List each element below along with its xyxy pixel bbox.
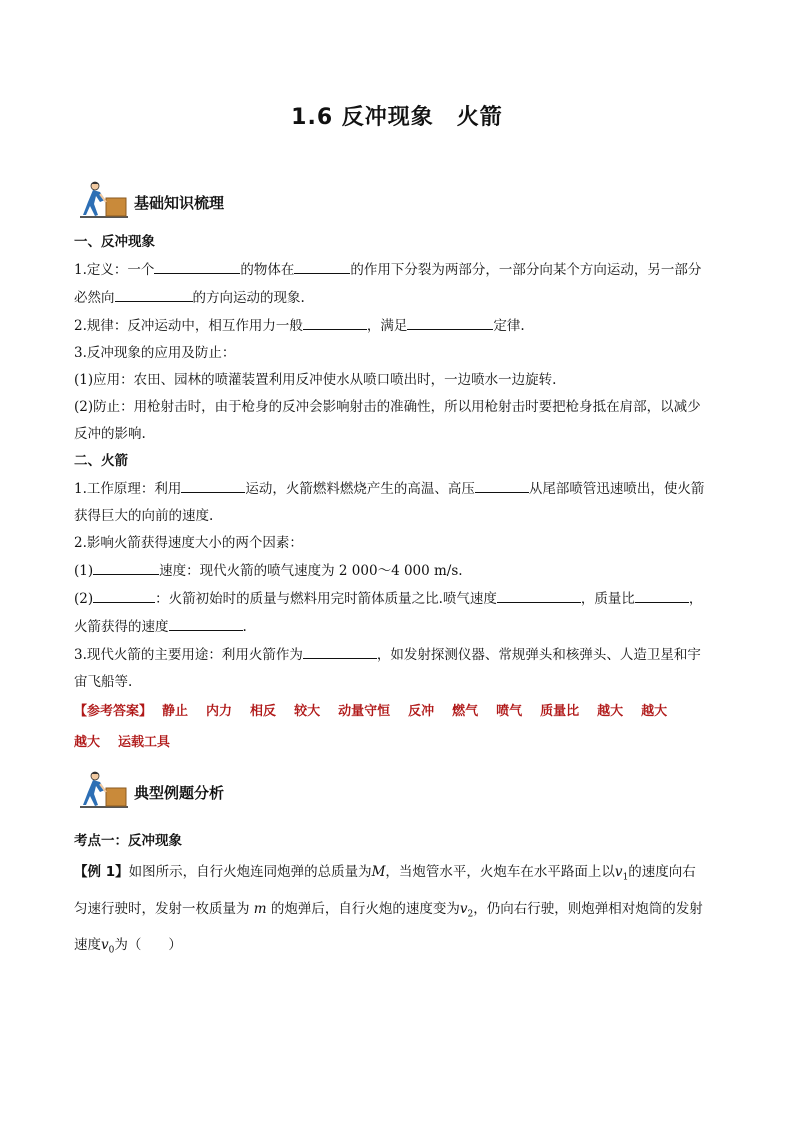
answer-item: 越大 <box>641 704 668 719</box>
section-label-basics: 基础知识梳理 <box>134 194 225 212</box>
uses-line-1 <box>74 641 730 669</box>
blank-7 <box>475 475 529 493</box>
text: 匀速行驶时，发射一枚质量为 <box>74 900 250 917</box>
blank-13 <box>303 641 377 659</box>
text: 1.定义：一个 <box>74 262 155 278</box>
text: ，仍向右行驶，则炮弹相对炮筒的发射 <box>473 900 703 917</box>
answer-item: 运载工具 <box>118 735 171 750</box>
text: 2.规律：反冲运动中，相互作用力一般 <box>74 318 303 334</box>
answer-item: 内力 <box>206 704 233 719</box>
text: ， <box>688 591 703 607</box>
uses-line-2: 宙飞船等. <box>74 674 133 690</box>
subscript: 2 <box>467 909 474 920</box>
pushing-box-icon <box>78 770 130 810</box>
answer-item: 喷气 <box>496 704 523 719</box>
example-1-line-1 <box>74 857 730 894</box>
basics-content <box>74 229 730 696</box>
text: 速度 <box>74 937 101 954</box>
text: ，满足 <box>366 318 408 334</box>
text: 的炮弹后，自行火炮的速度变为 <box>270 900 460 917</box>
example-tag: 【例 1】 <box>74 864 129 880</box>
blank-6 <box>181 475 245 493</box>
text: 火箭获得的速度 <box>74 619 169 635</box>
text: 速度：现代火箭的喷气速度为 2 000～4 000 m/s. <box>159 563 463 579</box>
blank-12 <box>169 613 243 631</box>
blank-10 <box>497 585 581 603</box>
blank-4 <box>303 312 367 330</box>
answer-item: 燃气 <box>452 704 479 719</box>
answer-item: 相反 <box>250 704 277 719</box>
text: 的速度向右 <box>628 864 696 880</box>
symbol-m: m <box>253 900 267 917</box>
text: 的作用下分裂为两部分，一部分向某个方向运动，另一部分 <box>350 262 702 278</box>
example-1-line-2 <box>74 894 730 931</box>
text: 定律. <box>493 318 525 334</box>
section-header-examples <box>78 770 298 810</box>
factor-2-line <box>74 585 730 613</box>
principle-line-1 <box>74 475 730 503</box>
principle-line-2: 获得巨大的向前的速度. <box>74 508 214 524</box>
prevention-line-2: 反冲的影响. <box>74 426 146 442</box>
symbol-v0: v <box>101 937 109 954</box>
examples-content <box>74 826 730 967</box>
application-1-line: (1)应用：农田、园林的喷灌装置利用反冲使水从喷口喷出时，一边喷水一边旋转. <box>74 372 557 388</box>
law-line <box>74 312 730 340</box>
text: ，当炮管水平，火炮车在水平路面上以 <box>385 864 615 880</box>
text: 运动，火箭燃料燃烧产生的高温、高压 <box>245 481 475 497</box>
text: 的方向运动的现象. <box>192 290 305 306</box>
text: 1.工作原理：利用 <box>74 481 182 497</box>
heading-recoil: 一、反冲现象 <box>74 234 155 250</box>
text: ，如发射探测仪器、常规弹头和核弹头、人造卫星和宇 <box>376 647 701 663</box>
answer-item: 越大 <box>74 735 101 750</box>
blank-1 <box>154 256 240 274</box>
symbol-v1: v <box>614 864 623 880</box>
blank-2 <box>294 256 350 274</box>
answer-item: 越大 <box>597 704 624 719</box>
symbol-M: M <box>371 864 386 880</box>
answer-item: 质量比 <box>540 704 580 719</box>
factor-2-line-2 <box>74 613 730 641</box>
definition-line-2 <box>74 284 730 312</box>
text: 必然向 <box>74 290 115 306</box>
test-point-heading: 考点一：反冲现象 <box>74 833 182 849</box>
section-label-examples: 典型例题分析 <box>134 784 225 802</box>
text: . <box>242 619 247 635</box>
definition-line-1 <box>74 256 730 284</box>
page-title: 1.6 反冲现象 火箭 <box>291 105 503 130</box>
blank-11 <box>635 585 689 603</box>
factors-line: 2.影响火箭获得速度大小的两个因素： <box>74 535 303 551</box>
answer-item: 较大 <box>294 704 321 719</box>
text: ，质量比 <box>580 591 635 607</box>
example-1-line-3 <box>74 930 730 967</box>
pushing-box-icon <box>78 180 130 220</box>
answers-label: 【参考答案】 <box>74 704 153 719</box>
text: (1) <box>74 563 94 579</box>
factor-1-line <box>74 557 730 585</box>
section-header-basics <box>78 180 298 220</box>
text: (2) <box>74 591 94 607</box>
blank-8 <box>93 557 159 575</box>
text: ：火箭初始时的质量与燃料用完时箭体质量之比.喷气速度 <box>155 591 497 607</box>
answer-item: 反冲 <box>408 704 435 719</box>
text: 为（ ） <box>114 937 182 954</box>
subscript: 1 <box>622 872 629 883</box>
heading-rocket: 二、火箭 <box>74 453 128 469</box>
application-line: 3.反冲现象的应用及防止： <box>74 345 236 361</box>
blank-5 <box>407 312 493 330</box>
blank-3 <box>115 284 193 302</box>
text: 的物体在 <box>240 262 295 278</box>
text: 从尾部喷管迅速喷出，使火箭 <box>528 481 705 497</box>
answer-item: 静止 <box>162 704 189 719</box>
text: 3.现代火箭的主要用途：利用火箭作为 <box>74 647 303 663</box>
answer-item: 动量守恒 <box>338 704 391 719</box>
symbol-v2: v <box>459 900 468 917</box>
text: 如图所示，自行火炮连同炮弹的总质量为 <box>128 864 372 880</box>
blank-9 <box>93 585 155 603</box>
reference-answers <box>74 696 730 758</box>
prevention-line-1: (2)防止：用枪射击时，由于枪身的反冲会影响射击的准确性，所以用枪射击时要把枪身抵在肩部，以减少 <box>74 399 701 415</box>
subscript: 0 <box>108 946 115 957</box>
